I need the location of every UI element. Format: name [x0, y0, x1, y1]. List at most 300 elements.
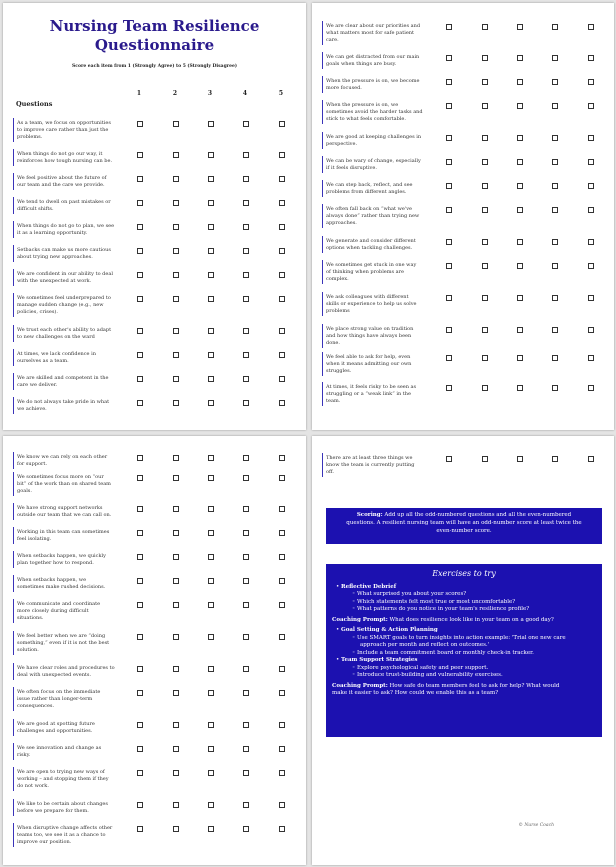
rating-checkbox-2[interactable]	[173, 224, 179, 230]
row-accent	[13, 197, 14, 214]
rating-checkbox-1[interactable]	[137, 746, 143, 752]
rating-checkbox-4[interactable]	[552, 79, 558, 85]
rating-checkbox-1[interactable]	[137, 506, 143, 512]
rating-checkbox-3[interactable]	[208, 200, 214, 206]
rating-checkbox-3[interactable]	[517, 355, 523, 361]
rating-checkbox-2[interactable]	[173, 328, 179, 334]
rating-checkbox-2[interactable]	[173, 176, 179, 182]
rating-checkbox-4[interactable]	[243, 802, 249, 808]
rating-checkbox-1[interactable]	[137, 475, 143, 481]
scale-label-1: 1	[136, 90, 142, 97]
rating-checkbox-4[interactable]	[243, 554, 249, 560]
rating-checkbox-3[interactable]	[208, 328, 214, 334]
rating-checkbox-4[interactable]	[243, 121, 249, 127]
rating-checkbox-1[interactable]	[137, 530, 143, 536]
row-accent	[322, 204, 323, 228]
rating-checkbox-3[interactable]	[517, 135, 523, 141]
rating-checkbox-4[interactable]	[552, 135, 558, 141]
row-accent	[13, 527, 14, 544]
rating-checkbox-5[interactable]	[279, 400, 285, 406]
rating-checkbox-2[interactable]	[173, 530, 179, 536]
rating-checkbox-2[interactable]	[173, 802, 179, 808]
question-text: Setbacks can make us more cautious about trying new approaches.	[17, 247, 111, 260]
question-text: When setbacks happen, we sometimes make rushed decisions.	[17, 577, 106, 590]
rating-checkbox-3[interactable]	[517, 295, 523, 301]
row-accent	[13, 719, 14, 736]
rating-checkbox-5[interactable]	[279, 602, 285, 608]
rating-checkbox-3[interactable]	[208, 352, 214, 358]
rating-checkbox-2[interactable]	[173, 248, 179, 254]
rating-checkbox-4[interactable]	[243, 602, 249, 608]
rating-checkbox-4[interactable]	[243, 352, 249, 358]
rating-checkbox-4[interactable]	[243, 826, 249, 832]
rating-checkbox-5[interactable]	[279, 121, 285, 127]
rating-checkbox-3[interactable]	[517, 183, 523, 189]
rating-checkbox-4[interactable]	[243, 770, 249, 776]
rating-checkbox-5[interactable]	[279, 376, 285, 382]
row-accent	[13, 767, 14, 791]
rating-checkbox-4[interactable]	[552, 263, 558, 269]
rating-checkbox-1[interactable]	[137, 376, 143, 382]
rating-checkbox-1[interactable]	[137, 770, 143, 776]
rating-checkbox-1[interactable]	[446, 159, 452, 165]
rating-checkbox-3[interactable]	[208, 722, 214, 728]
rating-checkbox-2[interactable]	[173, 475, 179, 481]
rating-checkbox-5[interactable]	[588, 239, 594, 245]
rating-checkbox-4[interactable]	[552, 24, 558, 30]
row-accent	[322, 156, 323, 173]
rating-checkbox-4[interactable]	[243, 666, 249, 672]
rating-checkbox-5[interactable]	[588, 55, 594, 61]
rating-checkbox-2[interactable]	[482, 263, 488, 269]
rating-checkbox-5[interactable]	[279, 506, 285, 512]
rating-checkbox-2[interactable]	[173, 121, 179, 127]
rating-checkbox-3[interactable]	[208, 376, 214, 382]
list-item: Explore psychological safety and peer support.	[357, 664, 489, 671]
rating-checkbox-4[interactable]	[243, 455, 249, 461]
question-text: We like to be certain about changes before we prepare for them.	[17, 801, 108, 814]
rating-checkbox-1[interactable]	[137, 224, 143, 230]
rating-checkbox-2[interactable]	[482, 327, 488, 333]
rating-checkbox-3[interactable]	[208, 455, 214, 461]
rating-checkbox-1[interactable]	[446, 239, 452, 245]
question-text: We are confident in our ability to deal with the unexpected at work.	[17, 271, 113, 284]
question-text: Working in this team can sometimes feel isolating.	[17, 529, 110, 542]
row-accent	[13, 663, 14, 680]
rating-checkbox-4[interactable]	[552, 159, 558, 165]
list-item: What surprised you about your scores?	[357, 591, 467, 597]
rating-checkbox-4[interactable]	[243, 746, 249, 752]
rating-checkbox-2[interactable]	[482, 79, 488, 85]
scale-label-3: 3	[207, 90, 213, 97]
rating-checkbox-3[interactable]	[517, 327, 523, 333]
rating-checkbox-1[interactable]	[446, 295, 452, 301]
question-text: When the pressure is on, we become more focused.	[326, 78, 420, 91]
rating-checkbox-5[interactable]	[279, 722, 285, 728]
rating-checkbox-5[interactable]	[279, 224, 285, 230]
rating-checkbox-3[interactable]	[208, 475, 214, 481]
rating-checkbox-1[interactable]	[137, 176, 143, 182]
rating-checkbox-1[interactable]	[137, 722, 143, 728]
rating-checkbox-3[interactable]	[208, 602, 214, 608]
row-accent	[13, 599, 14, 623]
rating-checkbox-3[interactable]	[208, 690, 214, 696]
rating-checkbox-1[interactable]	[137, 634, 143, 640]
rating-checkbox-2[interactable]	[173, 296, 179, 302]
rating-checkbox-4[interactable]	[552, 103, 558, 109]
row-accent	[13, 687, 14, 711]
rating-checkbox-5[interactable]	[279, 802, 285, 808]
page-4	[312, 436, 614, 865]
rating-checkbox-1[interactable]	[137, 802, 143, 808]
rating-checkbox-2[interactable]	[173, 690, 179, 696]
coaching-prompt-label: Coaching Prompt:	[332, 682, 388, 689]
rating-checkbox-4[interactable]	[243, 376, 249, 382]
rating-checkbox-4[interactable]	[243, 200, 249, 206]
rating-checkbox-4[interactable]	[243, 722, 249, 728]
row-accent	[322, 132, 323, 149]
rating-checkbox-1[interactable]	[446, 456, 452, 462]
rating-checkbox-1[interactable]	[446, 385, 452, 391]
scale-label-4: 4	[242, 90, 248, 97]
rating-checkbox-1[interactable]	[137, 200, 143, 206]
row-accent	[13, 245, 14, 262]
row-accent	[13, 373, 14, 390]
question-text: There are at least three things we know the team is currently putting off.	[326, 455, 415, 475]
rating-checkbox-3[interactable]	[208, 802, 214, 808]
question-text: We have clear roles and procedures to deal with unexpected events.	[17, 665, 115, 678]
rating-checkbox-5[interactable]	[588, 103, 594, 109]
rating-checkbox-5[interactable]	[279, 666, 285, 672]
rating-checkbox-5[interactable]	[588, 159, 594, 165]
rating-checkbox-3[interactable]	[208, 224, 214, 230]
rating-checkbox-5[interactable]	[588, 207, 594, 213]
rating-checkbox-2[interactable]	[173, 666, 179, 672]
rating-checkbox-5[interactable]	[279, 826, 285, 832]
rating-checkbox-3[interactable]	[517, 159, 523, 165]
rating-checkbox-4[interactable]	[552, 295, 558, 301]
rating-checkbox-2[interactable]	[173, 770, 179, 776]
rating-checkbox-4[interactable]	[552, 183, 558, 189]
rating-checkbox-3[interactable]	[208, 634, 214, 640]
rating-checkbox-3[interactable]	[517, 24, 523, 30]
rating-checkbox-4[interactable]	[243, 506, 249, 512]
rating-checkbox-5[interactable]	[279, 690, 285, 696]
exercise-heading: Reflective Debrief	[341, 583, 397, 590]
rating-checkbox-3[interactable]	[208, 272, 214, 278]
rating-checkbox-3[interactable]	[517, 103, 523, 109]
page-1	[3, 3, 306, 430]
rating-checkbox-4[interactable]	[243, 224, 249, 230]
rating-checkbox-5[interactable]	[279, 530, 285, 536]
rating-checkbox-2[interactable]	[173, 376, 179, 382]
rating-checkbox-4[interactable]	[243, 272, 249, 278]
row-accent	[13, 631, 14, 655]
rating-checkbox-4[interactable]	[552, 239, 558, 245]
rating-checkbox-4[interactable]	[552, 55, 558, 61]
rating-checkbox-1[interactable]	[137, 296, 143, 302]
rating-checkbox-5[interactable]	[588, 327, 594, 333]
rating-checkbox-4[interactable]	[552, 385, 558, 391]
rating-checkbox-3[interactable]	[208, 826, 214, 832]
page-2	[312, 3, 614, 430]
row-accent	[13, 221, 14, 238]
rating-checkbox-5[interactable]	[588, 79, 594, 85]
rating-checkbox-1[interactable]	[446, 79, 452, 85]
question-text: We can get distracted from our main goals when things are busy.	[326, 54, 420, 67]
questions-header: Questions	[16, 100, 53, 108]
list-item: Which statements felt most true or most uncomfortable?	[357, 598, 516, 605]
question-text: We place strong value on tradition and how things have always been done.	[326, 326, 414, 346]
rating-checkbox-3[interactable]	[208, 506, 214, 512]
row-accent	[13, 575, 14, 592]
rating-checkbox-1[interactable]	[446, 183, 452, 189]
rating-checkbox-4[interactable]	[243, 530, 249, 536]
rating-checkbox-2[interactable]	[173, 506, 179, 512]
rating-checkbox-1[interactable]	[137, 328, 143, 334]
scale-label-2: 2	[172, 90, 178, 97]
rating-checkbox-2[interactable]	[173, 578, 179, 584]
rating-checkbox-1[interactable]	[137, 455, 143, 461]
rating-checkbox-3[interactable]	[208, 746, 214, 752]
rating-checkbox-1[interactable]	[137, 602, 143, 608]
rating-checkbox-4[interactable]	[552, 207, 558, 213]
rating-checkbox-2[interactable]	[482, 456, 488, 462]
rating-checkbox-1[interactable]	[446, 263, 452, 269]
question-text: We are open to trying new ways of working – and stopping them if they do not work.	[17, 769, 109, 789]
rating-checkbox-4[interactable]	[243, 328, 249, 334]
row-accent	[322, 236, 323, 253]
rating-checkbox-5[interactable]	[588, 263, 594, 269]
rating-checkbox-2[interactable]	[482, 135, 488, 141]
question-text: At times, we lack confidence in ourselves as a team.	[17, 351, 96, 364]
rating-checkbox-2[interactable]	[173, 722, 179, 728]
rating-checkbox-3[interactable]	[208, 554, 214, 560]
question-text: We generate and consider different options when tackling challenges.	[326, 238, 416, 251]
question-text: We feel able to ask for help, even when it means admitting our own struggles.	[326, 354, 412, 374]
row-accent	[13, 823, 14, 847]
rating-checkbox-2[interactable]	[482, 183, 488, 189]
document-title: Nursing Team Resilience Questionnaire	[49, 17, 260, 54]
exercise-heading: Goal Setting & Action Planning	[341, 627, 438, 633]
rating-checkbox-1[interactable]	[446, 327, 452, 333]
rating-checkbox-3[interactable]	[208, 176, 214, 182]
question-text: We trust each other's ability to adapt to new challenges on the ward	[17, 327, 112, 340]
rating-checkbox-5[interactable]	[279, 554, 285, 560]
rating-checkbox-5[interactable]	[279, 746, 285, 752]
rating-checkbox-1[interactable]	[137, 400, 143, 406]
rating-checkbox-5[interactable]	[279, 578, 285, 584]
rating-checkbox-2[interactable]	[482, 103, 488, 109]
rating-checkbox-5[interactable]	[279, 248, 285, 254]
question-text: When things do not go our way, it reinforces how tough nursing can be.	[17, 151, 113, 164]
rating-checkbox-4[interactable]	[552, 355, 558, 361]
rating-checkbox-3[interactable]	[208, 530, 214, 536]
rating-checkbox-2[interactable]	[173, 200, 179, 206]
rating-checkbox-4[interactable]	[552, 456, 558, 462]
rating-checkbox-5[interactable]	[279, 634, 285, 640]
rating-checkbox-1[interactable]	[446, 103, 452, 109]
row-accent	[322, 453, 323, 477]
rating-checkbox-5[interactable]	[279, 352, 285, 358]
rating-checkbox-1[interactable]	[446, 55, 452, 61]
row-accent	[13, 743, 14, 760]
row-accent	[322, 100, 323, 124]
question-text: We do not always take pride in what we achieve.	[17, 399, 110, 412]
rating-checkbox-3[interactable]	[517, 263, 523, 269]
rating-checkbox-5[interactable]	[588, 24, 594, 30]
rating-checkbox-2[interactable]	[173, 352, 179, 358]
rating-checkbox-5[interactable]	[279, 152, 285, 158]
question-text: We are good at spotting future challenges and opportunities.	[17, 721, 95, 734]
list-item: Use SMART goals to turn insights into action example: 'Trial one new care	[357, 634, 566, 641]
rating-checkbox-1[interactable]	[137, 690, 143, 696]
rating-checkbox-3[interactable]	[517, 456, 523, 462]
rating-checkbox-4[interactable]	[243, 248, 249, 254]
rating-checkbox-4[interactable]	[243, 152, 249, 158]
rating-checkbox-5[interactable]	[279, 328, 285, 334]
rating-checkbox-2[interactable]	[173, 152, 179, 158]
question-text: We can step back, reflect, and see problems from different angles.	[326, 182, 413, 195]
rating-checkbox-1[interactable]	[446, 24, 452, 30]
rating-checkbox-3[interactable]	[517, 55, 523, 61]
rating-checkbox-4[interactable]	[243, 296, 249, 302]
rating-checkbox-3[interactable]	[208, 770, 214, 776]
rating-checkbox-5[interactable]	[588, 183, 594, 189]
rating-checkbox-3[interactable]	[208, 296, 214, 302]
rating-checkbox-2[interactable]	[482, 207, 488, 213]
rating-checkbox-3[interactable]	[517, 79, 523, 85]
row-accent	[13, 325, 14, 342]
rating-checkbox-1[interactable]	[446, 135, 452, 141]
question-text: We often focus on the immediate issue rather than longer-term consequences.	[17, 689, 101, 709]
rating-checkbox-4[interactable]	[243, 400, 249, 406]
rating-checkbox-1[interactable]	[137, 121, 143, 127]
rating-checkbox-1[interactable]	[137, 826, 143, 832]
question-text: We are skilled and competent in the care we deliver.	[17, 375, 109, 388]
row-accent	[13, 118, 14, 142]
rating-checkbox-4[interactable]	[243, 176, 249, 182]
rating-checkbox-3[interactable]	[208, 400, 214, 406]
rating-checkbox-2[interactable]	[482, 355, 488, 361]
question-text: We are clear about our priorities and what matters most for safe patient care.	[326, 23, 421, 43]
rating-checkbox-3[interactable]	[517, 207, 523, 213]
rating-checkbox-1[interactable]	[137, 666, 143, 672]
rating-checkbox-1[interactable]	[137, 248, 143, 254]
rating-checkbox-3[interactable]	[517, 239, 523, 245]
rating-checkbox-2[interactable]	[173, 455, 179, 461]
rating-checkbox-5[interactable]	[588, 295, 594, 301]
list-item: What patterns do you notice in your team's resilience profile?	[357, 606, 530, 612]
rating-checkbox-4[interactable]	[243, 634, 249, 640]
question-text: We have strong support networks outside our team that we can call on.	[17, 505, 112, 518]
rating-checkbox-3[interactable]	[517, 385, 523, 391]
rating-checkbox-5[interactable]	[279, 770, 285, 776]
question-text: We sometimes focus more on “our bit” of the work than on shared team goals.	[17, 474, 111, 494]
exercise-heading: Team Support Strategies	[341, 657, 418, 663]
rating-checkbox-1[interactable]	[137, 152, 143, 158]
scale-label-5: 5	[278, 90, 284, 97]
rating-checkbox-5[interactable]	[588, 456, 594, 462]
rating-checkbox-5[interactable]	[279, 176, 285, 182]
question-text: We can be wary of change, especially if it feels disruptive.	[326, 158, 421, 171]
row-accent	[13, 349, 14, 366]
row-accent	[322, 180, 323, 197]
rating-checkbox-2[interactable]	[173, 634, 179, 640]
rating-checkbox-2[interactable]	[173, 272, 179, 278]
exercises-box: Exercises to try • Reflective Debrief ◦ What surprised you about your scores? ◦ Which statements felt most true or most uncomfortable? ◦ What patterns do you notice in your team's resilience profile? Coaching Prompt: What does resilience look like in your team on a good day? • Goal Setting & Action Planning ◦ Use SMART goals to turn insights into action example: 'Trial one new care approach per month and reflect on outcomes.' ◦ Include a team commitment board or monthly check-in tracker. • Team Support Strategies ◦ Explore psychological safety and peer support. ◦ Introduce trust-building and vulnerability exercises. Coaching Prompt: How safe do team members feel to ask for help? What would make it easier to ask? How could we enable this as a team?	[326, 564, 602, 737]
rating-checkbox-2[interactable]	[482, 385, 488, 391]
list-item: Introduce trust-building and vulnerability exercises.	[357, 672, 503, 678]
rating-checkbox-2[interactable]	[482, 295, 488, 301]
rating-checkbox-3[interactable]	[208, 666, 214, 672]
rating-checkbox-4[interactable]	[552, 327, 558, 333]
rating-checkbox-5[interactable]	[279, 475, 285, 481]
rating-checkbox-5[interactable]	[588, 355, 594, 361]
question-text: We tend to dwell on past mistakes or difficult shifts.	[17, 199, 111, 212]
rating-checkbox-1[interactable]	[137, 272, 143, 278]
rating-checkbox-2[interactable]	[173, 602, 179, 608]
rating-checkbox-5[interactable]	[588, 135, 594, 141]
rating-checkbox-3[interactable]	[208, 152, 214, 158]
rating-checkbox-5[interactable]	[279, 296, 285, 302]
rating-checkbox-3[interactable]	[208, 248, 214, 254]
rating-checkbox-3[interactable]	[208, 578, 214, 584]
rating-checkbox-2[interactable]	[173, 826, 179, 832]
rating-checkbox-5[interactable]	[279, 200, 285, 206]
rating-checkbox-3[interactable]	[208, 121, 214, 127]
row-accent	[13, 269, 14, 286]
rating-checkbox-1[interactable]	[446, 355, 452, 361]
question-text: We see innovation and change as risky.	[17, 745, 102, 758]
row-accent	[13, 452, 14, 469]
rating-checkbox-4[interactable]	[243, 690, 249, 696]
rating-checkbox-1[interactable]	[137, 578, 143, 584]
rating-checkbox-2[interactable]	[173, 746, 179, 752]
scoring-box: Scoring: Add up all the odd-numbered questions and all the even-numbered questions. A resilient nursing team will have an odd-number score at least twice the even-number score.	[326, 508, 602, 544]
rating-checkbox-2[interactable]	[482, 55, 488, 61]
row-accent	[13, 149, 14, 166]
rating-checkbox-2[interactable]	[482, 24, 488, 30]
question-text: At times, it feels risky to be seen as struggling or a “weak link” in the team.	[326, 384, 417, 404]
rating-checkbox-5[interactable]	[279, 455, 285, 461]
rating-checkbox-5[interactable]	[588, 385, 594, 391]
rating-checkbox-1[interactable]	[446, 207, 452, 213]
row-accent	[322, 292, 323, 316]
question-text: As a team, we focus on opportunities to improve care rather than just the problems.	[17, 120, 111, 140]
question-text: We know we can rely on each other for support.	[17, 454, 108, 467]
coaching-prompt-label: Coaching Prompt:	[332, 616, 388, 623]
rating-checkbox-2[interactable]	[173, 554, 179, 560]
rating-checkbox-4[interactable]	[243, 578, 249, 584]
question-text: We often fall back on “what we've always done” rather than trying new approaches.	[326, 206, 420, 226]
question-text: We communicate and coordinate more closely during difficult situations.	[17, 601, 101, 621]
rating-checkbox-2[interactable]	[482, 159, 488, 165]
row-accent	[322, 382, 323, 406]
row-accent	[13, 503, 14, 520]
rating-checkbox-2[interactable]	[482, 239, 488, 245]
rating-checkbox-1[interactable]	[137, 554, 143, 560]
rating-checkbox-5[interactable]	[279, 272, 285, 278]
rating-checkbox-1[interactable]	[137, 352, 143, 358]
instructions: Score each item from 1 (Strongly Agree) to 5 (Strongly Disagree)	[72, 64, 237, 69]
row-accent	[322, 52, 323, 69]
row-accent	[13, 551, 14, 568]
question-text: We feel better when we are “doing something,” even if it is not the best solution.	[17, 633, 110, 653]
question-text: When the pressure is on, we sometimes avoid the harder tasks and stick to what feels comfortable.	[326, 102, 423, 122]
rating-checkbox-2[interactable]	[173, 400, 179, 406]
rating-checkbox-4[interactable]	[243, 475, 249, 481]
